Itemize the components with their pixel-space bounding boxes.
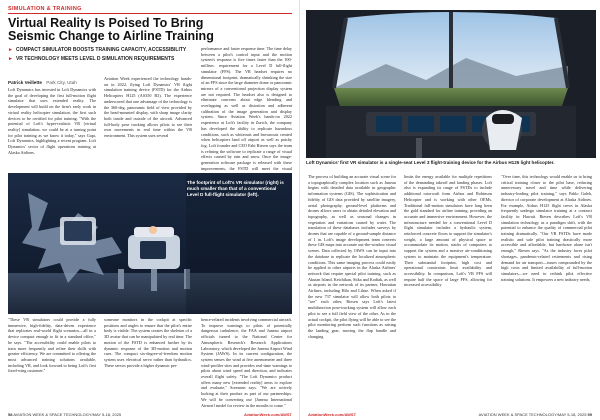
photo-caption (306, 160, 594, 166)
body-column-4 (8, 317, 96, 407)
author-name: Patrick Veillette (8, 80, 42, 85)
body-paragraph: Aviation Week experienced the technology hands-on in 2022, flying Loft Dynamics' VR flight simulation training device (FSTD) for the Airbus Helicopters H125 (AS350 B3). The experience underscored that one advantage of the technology is the 360-deg. panoramic field of view provided by the head-mounted display, with sharp image clarity both inside and outside of the aircraft. Advanced full-body pose tracking allows pilots to see their own movements in real time within the VR environment. This system uses several (104, 76, 192, 139)
body-column-1 (308, 174, 396, 407)
publication-line: AVIATION WEEK & SPACE TECHNOLOGY/MAY 5-18, 2025 (478, 412, 587, 417)
body-column-2 (104, 76, 192, 171)
caption-text: Loft Dynamics' first VR simulator is a single-seat Level 3 flight-training device for the Airbus H125 light helicopter. (306, 160, 555, 165)
photo-caption (187, 180, 287, 198)
bullet-arrow-icon: ► (8, 47, 13, 53)
caption-text: The footprint of Loft's VR simulator (right) is much smaller than that of a conventional Level D full-flight simulator (left). (187, 180, 284, 197)
body-paragraph: "Over time, this technology would enable us to bring critical training closer to the pilot base, reducing unnecessary travel and time while delivering industry-leading pilot training," says Pablo Galeb, director of corporate development at Alaska Airlines. For example, Airbus H125 flight crews in Alaska frequently undergo simulator training at a contract facility in Hawaii. Riesen describes Loft's VR simulation technology as a paradigm shift, with the potential to enhance the quality of commercial pilot training dramatically. "Our VR FSTDs have made realistic and safe pilot training drastically more accessible and affordable, but hardware alone isn't enough," Riesen says. "As the industry faces pilot shortages, pandemic-related retirements and rising demand for air transport—issues compounded by the high costs and limited availability of full-motion simulators—we need to rethink pilot effective training solutions. It empowers a new industry needs, (501, 174, 592, 282)
body-column-5 (104, 317, 192, 407)
publication-line: AVIATION WEEK & SPACE TECHNOLOGY/MAY 5-18, 2025 (13, 412, 122, 417)
website-link[interactable]: AviationWeek.com/AWST (243, 412, 292, 417)
footer-right (479, 412, 592, 417)
body-paragraph: performance and faster response time. The time delay between a pilot's control input and the motion system's response is five times faster than the 100-millisec. requirement for a Level D full-flight simulator (FFS). The VR headset requires no dimensional footprint, dramatically shrinking the size of an FFS since the large diameter dome or panoramic mirrors of a conventional projection display system are not required. The headset also is designed to eliminate concerns about edge blending and overlapping as well as distortion and adherent calibration of the image generation and display system. Since Aviation Week's hands-on 2022 experience at Loft's facility in Zurich, the company has developed the ability to replicate hazardous conditions, such as whiteouts and brownouts created when helicopters land off airport as well as patchy fog. Loft founder and CEO Fabi Riesen says the team is refining the software to replicate a range of visual effects caused by rain and snow. Once the image-generation software package is released with these improvements, the FSTD will meet the visual (201, 46, 292, 171)
body-paragraph: hence-related incidents involving commercial aircraft. To improve warnings to pilots of potentially dangerous turbulence, the FAA and Juneau airport officials turned to the National Center for Atmospheric Research's Research Applications Laboratory, which developed the Juneau Airport Wind System (JAWS). In its current configuration, the system senses the wind at five anemometer and three wind-profiler sites and provides real-time warnings to pilots about wind speed and direction, and indicates overall flight safety. "The Loft Dynamics product offers many new [extended reality] areas to explore and evaluate," Sorensen says. "We are actively looking at their product as part of our partnerships. We will be converting our [Juneau International Airport] model for review in the months to come." (201, 317, 292, 407)
right-page (300, 0, 600, 420)
body-paragraph: The process of building an accurate visual scene for a topographically complex location such as Juneau begins with detailed data available in geographic information systems (GIS). The sophistication and fidelity of GIS data provided by satellite imagery, aerial photography, ground-level platforms and drones allows users to obtain detailed elevation and topography, as well as seasonal changes in vegetation and variations caused by water. The translation of these databases includes surveys by drones that are capable of a ground-sample distance of 1 in. Loft's image development team converts these GIS maps into accurate out-the-window visual scenes. Data collected by JAWS can be input into the database to replicate the localized atmospheric conditions. This same imaging process could easily be applied to other airports in the Alaska Airlines' network that require special pilot training, such as Akutan Island, Ketchikan, Sitka and Kodiak, as well as airports in the network of its partner, Hawaiian Airlines, including Hilo and Lihue. When asked if the new 737 simulator will allow both pilots to "see" each other, Riesen says Loft's latest multifunction pose-tracking system will allow each pilot to see a full field view of the other. As in the actual cockpit, the pilot flying will be able to see the pilot monitoring perform such functions as raising the landing gear, moving the flap handle and changing (308, 174, 396, 339)
footer-left (8, 412, 121, 417)
page-number: 59 (587, 412, 592, 417)
body-column-3 (201, 46, 292, 171)
section-label: SIMULATION & TRAINING (8, 6, 82, 12)
page-number: 58 (8, 412, 13, 417)
headline: Virtual Reality Is Poised To Bring Seismic Change to Airline Training (8, 16, 214, 43)
body-column-2 (404, 174, 492, 407)
body-paragraph: limits the energy available for multiple repetitions of the demanding takeoff and landing phases. Loft also is expanding its range of FSTDs to include additional rotorcraft from Airbus and Robinson Helicopter and is working with other OEMs. Traditional full-motion simulators have long been the gold standard for airline training, providing an accurate and immersive environment. However, the infrastructure needed for a conventional Level D flight simulator includes a hydraulic system, reinforced concrete floors to support the simulator's weight, a large amount of physical space to accommodate its motion, stacks of computers to support the system and a massive air-conditioning system to maintain the equipment's temperature. Their substantial footprint, high cost and operational constraints limit availability and accessibility. In comparison, Loft's VR FFS will require half the space of large FFS, allowing for increased accessibility (404, 174, 492, 288)
page-footer (8, 412, 292, 417)
body-column-1 (8, 87, 96, 171)
body-column-3 (501, 174, 592, 407)
section-rule (8, 13, 292, 14)
deck-bullet-text: COMPACT SIMULATOR BOOSTS TRAINING CAPACITY, ACCESSIBILITY (15, 47, 187, 53)
website-link[interactable]: AviationWeek.com/AWST (308, 412, 357, 417)
body-paragraph: "These VR simulators could provide a fully immersive, high-fidelity, data-driven experience that replicates real-world flight scenarios—all in a device compact enough to fit in a standard office," he says. "The accessibility could enable pilots to train more frequently and refine their skills with greater efficiency. We are committed to offering the most advanced training solutions available, including VR, and look forward to being Loft's first fixed-wing customer." (8, 317, 96, 374)
body-column-6 (201, 317, 292, 407)
cockpit-photo (306, 10, 596, 158)
body-paragraph: someone monitors in the cockpit at specific positions and angles to ensure that the pilot's entire body is visible. The system creates the skeleton of a 3D avatar that can be manipulated by real time. The motion of the FSTD is enhanced further by its dynamic response of the 3D-motion and motion cues. The compact six-degree-of-freedom motion system uses electrical servo rather than hydraulics. These servos provide a higher dynamic per- (104, 317, 192, 368)
bullet-arrow-icon: ► (8, 56, 13, 62)
author-location: Park City, Utah (46, 80, 77, 85)
deck-bullet-text: VR TECHNOLOGY MEETS LEVEL D SIMULATION REQUIREMENTS (15, 56, 175, 62)
cockpit-photo-graphic (306, 10, 596, 158)
byline (8, 80, 77, 85)
body-paragraph: Loft Dynamics has invested in Loft Dynamics with the goal of developing the first full-motion flight simulator that uses extended reality. The development will build on the firm's early work in virtual reality helicopter simulation, the first such devices to be certified for pilot training. "With the potential of Loft's hyper-realistic VR [virtual reality] simulation, we could be at a turning point for pilot training as we know it today," says Gapi, Loft Dynamics, highlighting a recent program. Loft Dynamics' sector of flight operations training at Alaska Airlines. (8, 87, 96, 155)
page-footer (308, 412, 592, 417)
